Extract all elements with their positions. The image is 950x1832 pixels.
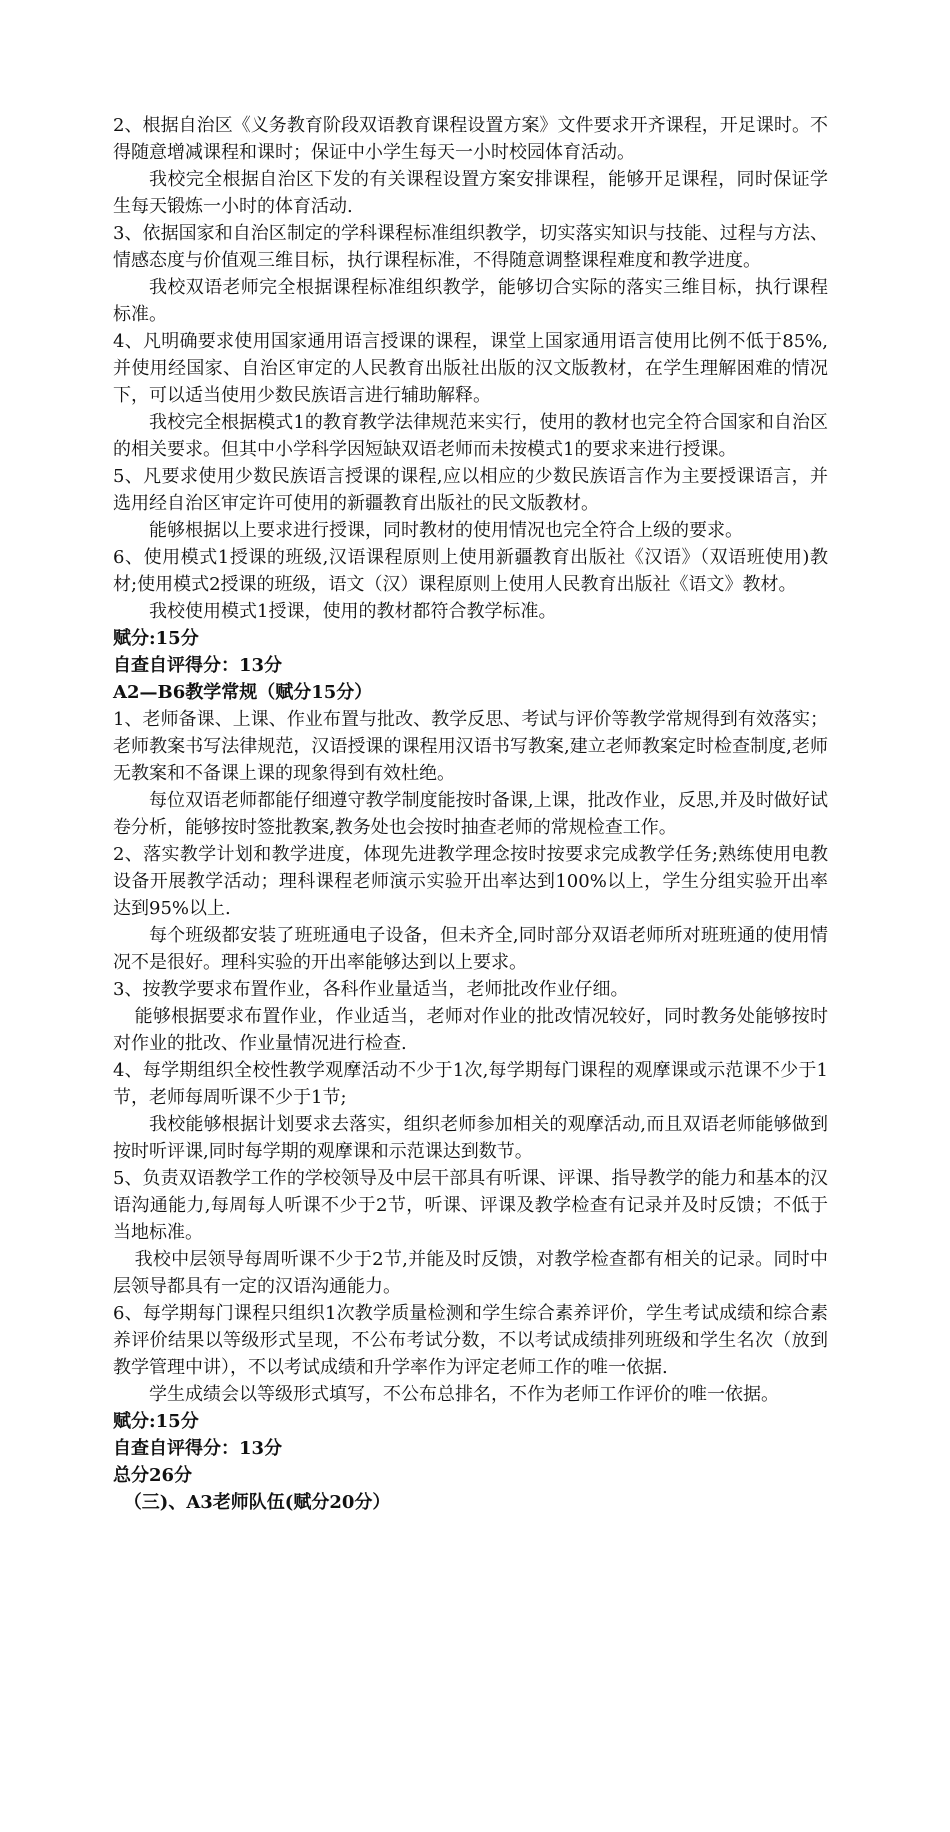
paragraph: 每个班级都安装了班班通电子设备，但未齐全,同时部分双语老师所对班班通的使用情况不是很好。理科实验的开出率能够达到以上要求。 [113, 925, 828, 973]
paragraph: 我校中层领导每周听课不少于2节,并能及时反馈，对教学检查都有相关的记录。同时中层领导都具有一定的汉语沟通能力。 [113, 1249, 828, 1297]
paragraph: 4、凡明确要求使用国家通用语言授课的课程，课堂上国家通用语言使用比例不低于85%,并使用经国家、自治区审定的人民教育出版社出版的汉文版教材，在学生理解困难的情况下，可以适当使用少数民族语言进行辅助解释。 [113, 331, 828, 406]
paragraph: 6、使用模式1授课的班级,汉语课程原则上使用新疆教育出版社《汉语》（双语班使用)教材;使用模式2授课的班级，语文（汉）课程原则上使用人民教育出版社《语文》教材。 [113, 547, 828, 595]
paragraph: 学生成绩会以等级形式填写，不公布总排名，不作为老师工作评价的唯一依据。 [149, 1384, 779, 1405]
paragraph: 6、每学期每门课程只组织1次教学质量检测和学生综合素养评价，学生考试成绩和综合素养评价结果以等级形式呈现，不公布考试分数，不以考试成绩排列班级和学生名次（放到教学管理中讲），不以考试成绩和升学率作为评定老师工作的唯一依据. [113, 1303, 828, 1378]
paragraph: 3、依据国家和自治区制定的学科课程标准组织教学，切实落实知识与技能、过程与方法、情感态度与价值观三维目标，执行课程标准，不得随意调整课程难度和教学进度。 [113, 223, 828, 271]
paragraph: 1、老师备课、上课、作业布置与批改、教学反思、考试与评价等教学常规得到有效落实；老师教案书写法律规范，汉语授课的课程用汉语书写教案,建立老师教案定时检查制度,老师无教案和不备课上课的现象得到有效杜绝。 [113, 709, 828, 784]
paragraph: 我校使用模式1授课，使用的教材都符合教学标准。 [149, 601, 557, 622]
paragraph: 5、凡要求使用少数民族语言授课的课程,应以相应的少数民族语言作为主要授课语言，并选用经自治区审定许可使用的新疆教育出版社的民文版教材。 [113, 466, 828, 514]
paragraph: 我校完全根据自治区下发的有关课程设置方案安排课程，能够开足课程，同时保证学生每天锻炼一小时的体育活动. [113, 169, 828, 217]
paragraph: 5、负责双语教学工作的学校领导及中层干部具有听课、评课、指导教学的能力和基本的汉语沟通能力,每周每人听课不少于2节，听课、评课及教学检查有记录并及时反馈；不低于当地标准。 [113, 1168, 828, 1243]
self-score-line: 自查自评得分：13分 [113, 655, 283, 676]
score-line: 赋分:15分 [113, 1411, 199, 1432]
paragraph: 我校完全根据模式1的教育教学法律规范来实行，使用的教材也完全符合国家和自治区的相关要求。但其中小学科学因短缺双语老师而未按模式1的要求来进行授课。 [113, 412, 828, 460]
paragraph: 我校能够根据计划要求去落实，组织老师参加相关的观摩活动,而且双语老师能够做到按时听评课,同时每学期的观摩课和示范课达到数节。 [113, 1114, 828, 1162]
paragraph: 我校双语老师完全根据课程标准组织教学，能够切合实际的落实三维目标，执行课程标准。 [113, 277, 828, 325]
paragraph: 2、落实教学计划和教学进度，体现先进教学理念按时按要求完成教学任务;熟练使用电教设备开展教学活动；理科课程老师演示实验开出率达到100%以上，学生分组实验开出率达到95%以上. [113, 844, 828, 919]
self-score-line: 自查自评得分：13分 [113, 1438, 283, 1459]
score-line: 赋分:15分 [113, 628, 199, 649]
paragraph: 每位双语老师都能仔细遵守教学制度能按时备课,上课，批改作业，反思,并及时做好试卷分析，能够按时签批教案,教务处也会按时抽查老师的常规检查工作。 [113, 790, 828, 838]
paragraph: 3、按教学要求布置作业，各科作业量适当，老师批改作业仔细。 [113, 979, 629, 1000]
paragraph: 能够根据以上要求进行授课，同时教材的使用情况也完全符合上级的要求。 [149, 520, 743, 541]
paragraph: 2、根据自治区《义务教育阶段双语教育课程设置方案》文件要求开齐课程，开足课时。不得随意增减课程和课时；保证中小学生每天一小时校园体育活动。 [113, 115, 828, 163]
section-heading: A2—B6教学常规（赋分15分） [113, 682, 373, 703]
paragraph: 能够根据要求布置作业，作业适当，老师对作业的批改情况较好，同时教务处能够按时对作业的批改、作业量情况进行检查. [113, 1006, 828, 1054]
total-score-line: 总分26分 [113, 1465, 193, 1486]
document-body [113, 112, 828, 1516]
section-heading: （三)、A3老师队伍(赋分20分） [123, 1492, 391, 1513]
paragraph: 4、每学期组织全校性教学观摩活动不少于1次,每学期每门课程的观摩课或示范课不少于1节，老师每周听课不少于1节; [113, 1060, 828, 1108]
